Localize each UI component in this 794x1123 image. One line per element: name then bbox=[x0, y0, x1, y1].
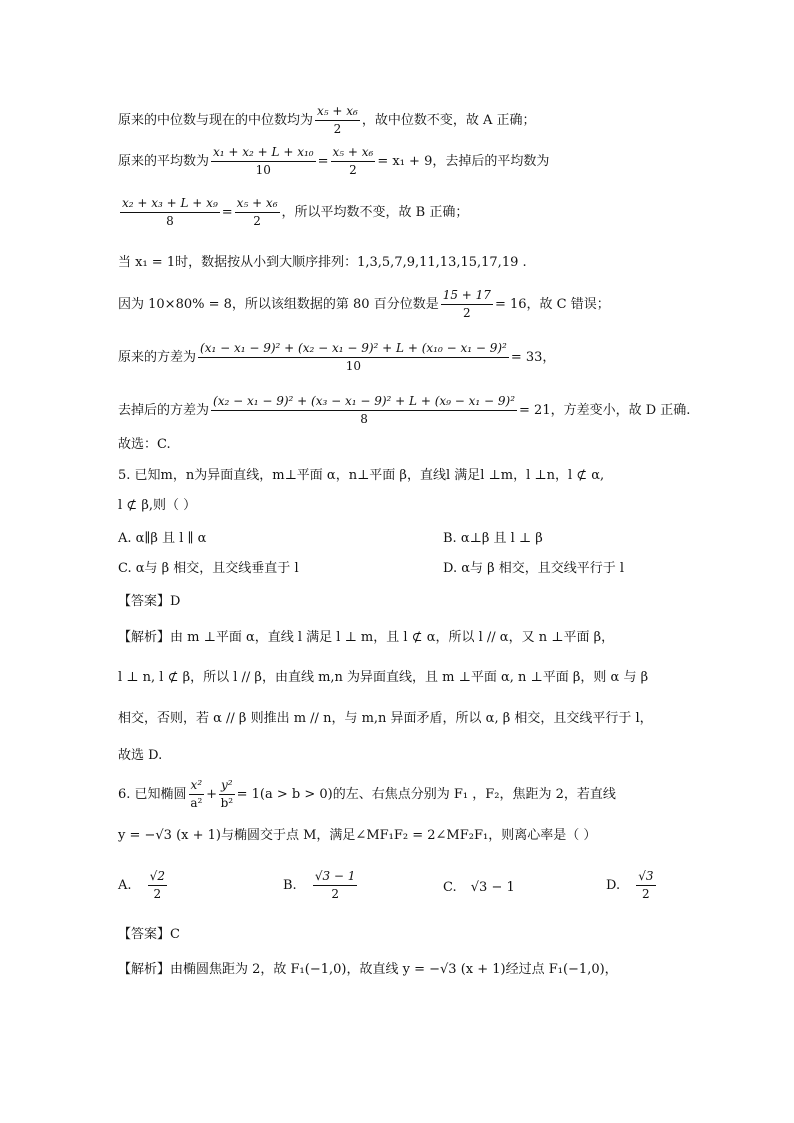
q5-explanation-line4: 故选 D. bbox=[118, 748, 163, 763]
line-order: 当 x₁ = 1时，数据按从小到大顺序排列：1,3,5,7,9,11,13,15,17,19 . bbox=[118, 255, 527, 270]
fraction: $\frac{\text{x₅ + x₆}}{2}$ bbox=[317, 104, 358, 136]
q6-option-b: B. $\frac{√3 - 1}{2}$ bbox=[283, 869, 356, 901]
q5-option-d: D. α与 β 相交，且交线平行于 l bbox=[443, 561, 625, 576]
q6-explanation-line1: 【解析】由椭圆焦距为 2，故 F₁(−1,0)，故直线 y = −√3 (x + 1)经过点 F₁(−1,0)， bbox=[118, 962, 618, 977]
fraction: $\frac{√3 - 1}{2}$ bbox=[314, 869, 356, 901]
fraction: $\frac{√2}{2}$ bbox=[149, 869, 165, 901]
q5-explanation-line1: 【解析】由 m ⊥平面 α，直线 l 满足 l ⊥ m，且 l ⊄ α，所以 l // α，又 n ⊥平面 β， bbox=[118, 630, 615, 645]
q5-option-b: B. α⊥β 且 l ⊥ β bbox=[443, 531, 543, 546]
fraction: $\frac{√3}{2}$ bbox=[638, 869, 654, 901]
q5-stem-line2: l ⊄ β,则（ ） bbox=[118, 498, 197, 513]
q5-stem-line1: 5. 已知m，n为异面直线，m⊥平面 α，n⊥平面 β，直线l 满足l ⊥m，l ⊥n，l ⊄ α, bbox=[118, 468, 605, 483]
line-percentile: 因为 10×80% = 8，所以该组数据的第 80 百分位数是 $\frac{15 + 17}{2}$ = 16，故 C 错误； bbox=[118, 288, 610, 320]
q5-explanation-line3: 相交，否则，若 α // β 则推出 m // n，与 m,n 异面矛盾，所以 α, β 相交，且交线平行于 l， bbox=[118, 711, 653, 726]
q5-explanation-line2: l ⊥ n, l ⊄ β，所以 l // β，由直线 m,n 为异面直线，且 m ⊥平面 α, n ⊥平面 β，则 α 与 β bbox=[118, 670, 649, 685]
fraction: $\frac{\text{x₅ + x₆}}{2}$ bbox=[332, 145, 374, 177]
fraction: $\frac{\text{x²}}{\text{a²}}$ bbox=[190, 778, 203, 810]
text: ，故中位数不变，故 A 正确； bbox=[361, 113, 536, 128]
q5-option-a: A. α∥β 且 l ∥ α bbox=[118, 531, 207, 546]
fraction: $\frac{15 + 17}{2}$ bbox=[442, 288, 491, 320]
fraction: $\frac{\text{(x₂ − x₁ − 9)² + (x₃ − x₁ − 9)² + L + (x₉ − x₁ − 9)²}}{8}$ bbox=[213, 394, 516, 426]
choose-line: 故选：C. bbox=[118, 437, 171, 452]
q6-option-c: C. √3 − 1 bbox=[443, 880, 515, 895]
text: 原来的中位数与现在的中位数均为 bbox=[118, 113, 314, 128]
fraction: $\frac{\text{x₅ + x₆}}{2}$ bbox=[236, 196, 278, 228]
line-mean-after: $\frac{\text{x₂ + x₃ + L + x₉}}{8}$ = $\frac{\text{x₅ + x₆}}{2}$ ，所以平均数不变，故 B 正确； bbox=[122, 196, 469, 228]
line-variance: 原来的方差为 $\frac{\text{(x₁ − x₁ − 9)² + (x₂ − x₁ − 9)² + L + (x₁₀ − x₁ − 9)²}}{10}$ = 33， bbox=[118, 341, 556, 373]
line-mean: 原来的平均数为 $\frac{\text{x₁ + x₂ + L + x₁₀}}{10}$ = $\frac{\text{x₅ + x₆}}{2}$ = x₁ + 9，去掉后的平均数为 bbox=[118, 145, 550, 177]
q6-stem-line2: y = −√3 (x + 1)与椭圆交于点 M，满足∠MF₁F₂ = 2∠MF₂F₁，则离心率是（ ） bbox=[118, 828, 597, 843]
q6-stem-line1: 6. 已知椭圆 $\frac{\text{x²}}{\text{a²}}$ + $\frac{\text{y²}}{\text{b²}}$ = 1(a > b > 0)的左、右焦点分别为 F₁ ，F₂，焦距为 2，若直线 bbox=[118, 778, 616, 810]
line-median bbox=[118, 104, 536, 137]
q6-option-d: D. $\frac{√3}{2}$ bbox=[606, 869, 654, 901]
line-variance-after: 去掉后的方差为 $\frac{\text{(x₂ − x₁ − 9)² + (x₃ − x₁ − 9)² + L + (x₉ − x₁ − 9)²}}{8}$ = 21，方差变小，故 D 正确. bbox=[118, 394, 691, 426]
q5-answer: 【答案】D bbox=[118, 594, 181, 609]
fraction: $\frac{\text{x₂ + x₃ + L + x₉}}{8}$ bbox=[122, 196, 218, 228]
q6-answer: 【答案】C bbox=[118, 927, 180, 942]
fraction: $\frac{\text{(x₁ − x₁ − 9)² + (x₂ − x₁ − 9)² + L + (x₁₀ − x₁ − 9)²}}{10}$ bbox=[200, 341, 507, 373]
fraction: $\frac{\text{x₁ + x₂ + L + x₁₀}}{10}$ bbox=[213, 145, 314, 177]
fraction: $\frac{\text{y²}}{\text{b²}}$ bbox=[220, 778, 234, 810]
q5-option-c: C. α与 β 相交，且交线垂直于 l bbox=[118, 561, 299, 576]
q6-option-a: A. $\frac{√2}{2}$ bbox=[118, 869, 165, 901]
